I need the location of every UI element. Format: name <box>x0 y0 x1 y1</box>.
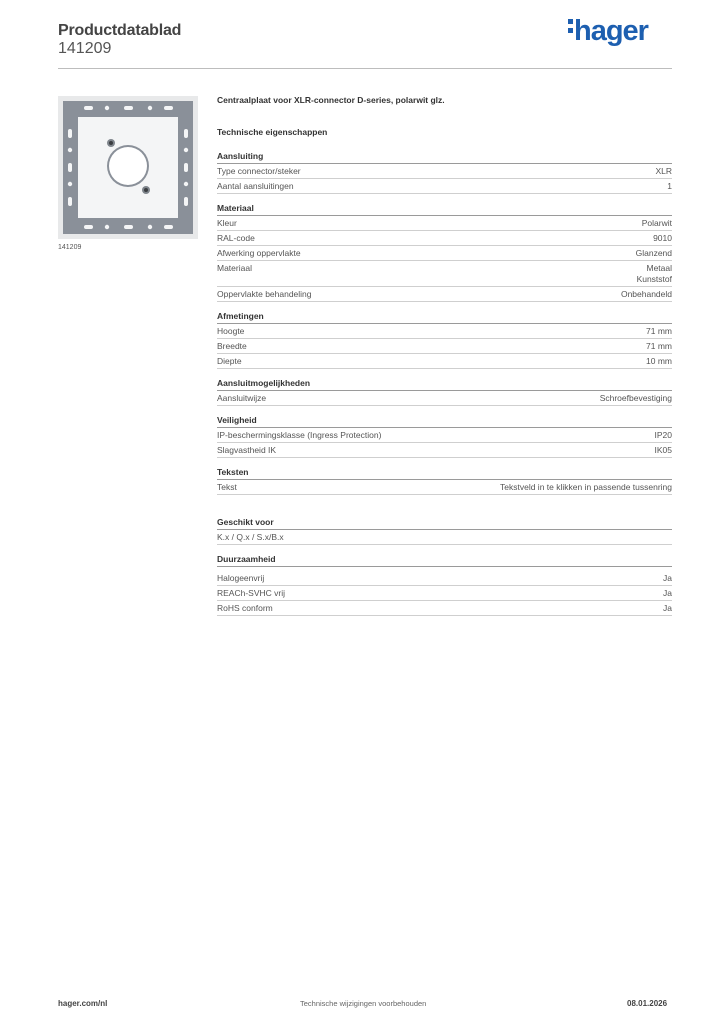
spec-label: IP-beschermingsklasse (Ingress Protection) <box>217 430 382 440</box>
product-number: 141209 <box>58 40 112 57</box>
spec-value: Onbehandeld <box>620 289 672 299</box>
group-veiligheid <box>217 415 672 458</box>
spec-row <box>217 164 672 179</box>
group-title: Veiligheid <box>217 415 672 428</box>
spec-value: Schroefbevestiging <box>599 393 672 403</box>
spec-label: Diepte <box>217 356 242 366</box>
group-title: Aansluiting <box>217 151 672 164</box>
spec-row <box>217 246 672 261</box>
hager-logo <box>568 15 648 48</box>
spec-value: 9010 <box>653 233 672 243</box>
product-image <box>58 96 198 239</box>
spec-row <box>217 179 672 194</box>
cover-plate-illustration <box>58 96 198 239</box>
spec-label: Aantal aansluitingen <box>217 181 294 191</box>
spec-label: Oppervlakte behandeling <box>217 289 312 299</box>
spec-row <box>217 324 672 339</box>
group-title: Geschikt voor <box>217 517 672 530</box>
group-title: Aansluitmogelijkheden <box>217 378 672 391</box>
spec-value: Ja <box>663 573 672 583</box>
group-materiaal <box>217 203 672 302</box>
header-divider <box>58 68 672 69</box>
spec-value-line: Kunststof <box>636 274 672 284</box>
document-title: Productdatablad <box>58 22 182 39</box>
spec-row <box>217 231 672 246</box>
spec-label: Breedte <box>217 341 247 351</box>
group-geschikt-voor <box>217 517 672 545</box>
spec-label: Slagvastheid IK <box>217 445 277 455</box>
logo-colon-icon <box>568 15 574 37</box>
spec-row <box>217 428 672 443</box>
image-caption: 141209 <box>58 244 82 251</box>
spec-row <box>217 287 672 302</box>
spec-row <box>217 571 672 586</box>
group-title: Duurzaamheid <box>217 554 672 567</box>
product-description: Centraalplaat voor XLR-connector D-series, polarwit glz. <box>217 95 445 105</box>
spec-row <box>217 480 672 495</box>
spec-row <box>217 391 672 406</box>
spec-label: Hoogte <box>217 326 245 336</box>
spec-row <box>217 354 672 369</box>
spec-value: IP20 <box>654 430 672 440</box>
spec-value: Polarwit <box>641 218 672 228</box>
spec-row <box>217 216 672 231</box>
section-title: Technische eigenschappen <box>217 127 328 137</box>
group-teksten <box>217 467 672 495</box>
spec-value: Tekstveld in te klikken in passende tussenring <box>500 482 672 492</box>
spec-row <box>217 261 672 287</box>
spec-value: Ja <box>663 588 672 598</box>
spec-row <box>217 443 672 458</box>
spec-label: Type connector/steker <box>217 166 301 176</box>
logo-wordmark: hager <box>574 15 648 47</box>
footer-disclaimer: Technische wijzigingen voorbehouden <box>300 999 427 1008</box>
spec-value: Ja <box>663 603 672 613</box>
spec-value <box>637 263 672 285</box>
group-aansluiting <box>217 151 672 194</box>
spec-label: K.x / Q.x / S.x/B.x <box>217 532 284 542</box>
spec-row <box>217 339 672 354</box>
footer-date: 08.01.2026 <box>627 999 668 1008</box>
spec-label: Materiaal <box>217 263 252 273</box>
group-duurzaamheid <box>217 554 672 616</box>
spec-label: Halogeenvrij <box>217 573 265 583</box>
product-specs <box>217 95 672 625</box>
spec-value: 10 mm <box>646 356 672 366</box>
spec-value: Glanzend <box>635 248 672 258</box>
spec-label: Tekst <box>217 482 237 492</box>
spec-row <box>217 586 672 601</box>
spec-value: 71 mm <box>646 326 672 336</box>
spec-label: REACh-SVHC vrij <box>217 588 286 598</box>
footer-website-link[interactable]: hager.com/nl <box>58 999 108 1008</box>
spec-row <box>217 530 672 545</box>
spec-label: Afwerking oppervlakte <box>217 248 301 258</box>
spec-value: 1 <box>667 181 672 191</box>
spec-label: Kleur <box>217 218 237 228</box>
spec-row <box>217 601 672 616</box>
spec-value: 71 mm <box>646 341 672 351</box>
spec-value: IK05 <box>654 445 672 455</box>
spec-label: RoHS conform <box>217 603 273 613</box>
spec-label: RAL-code <box>217 233 255 243</box>
group-aansluitmogelijkheden <box>217 378 672 406</box>
group-afmetingen <box>217 311 672 369</box>
spec-value-line: Metaal <box>646 263 672 273</box>
group-title: Teksten <box>217 467 672 480</box>
spec-value: XLR <box>655 166 672 176</box>
group-title: Materiaal <box>217 203 672 216</box>
group-title: Afmetingen <box>217 311 672 324</box>
spec-label: Aansluitwijze <box>217 393 267 403</box>
